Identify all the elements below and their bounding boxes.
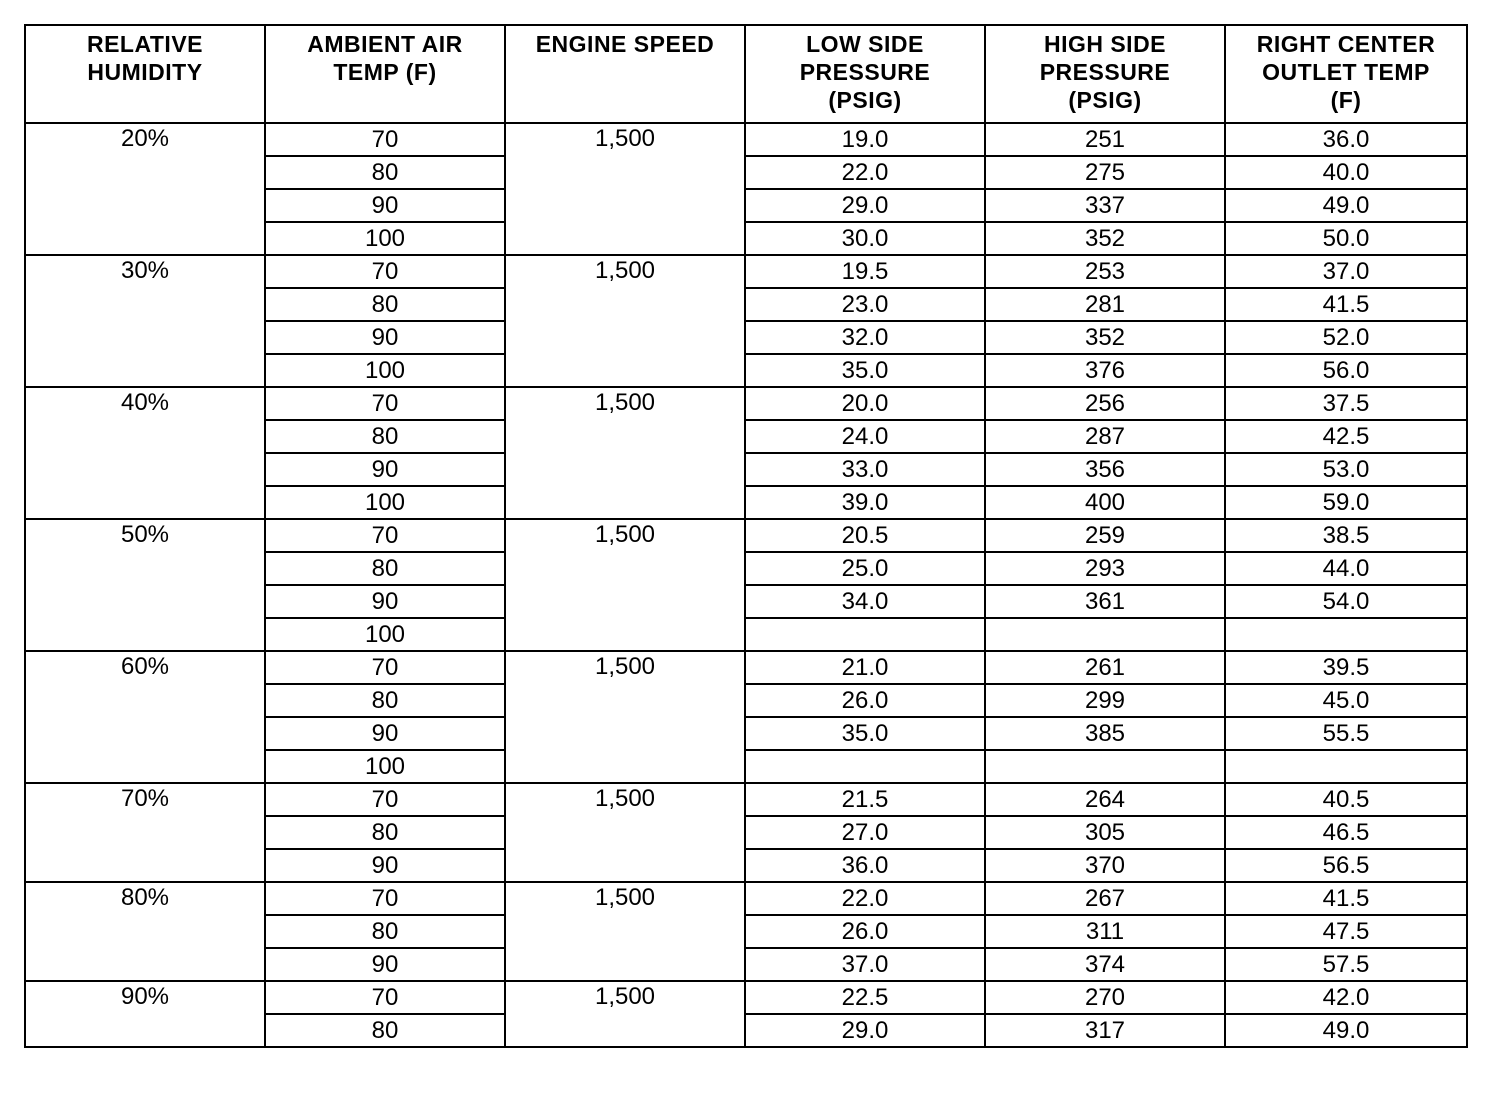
outlet-temp-cell: 40.5 [1225, 783, 1467, 816]
low-side-pressure-cell: 35.0 [745, 354, 985, 387]
high-side-pressure-cell [985, 750, 1225, 783]
low-side-pressure-cell: 36.0 [745, 849, 985, 882]
low-side-pressure-cell: 39.0 [745, 486, 985, 519]
outlet-temp-cell: 47.5 [1225, 915, 1467, 948]
outlet-temp-cell: 42.5 [1225, 420, 1467, 453]
outlet-temp-cell [1225, 750, 1467, 783]
ambient-temp-cell: 70 [265, 387, 505, 420]
high-side-pressure-cell: 370 [985, 849, 1225, 882]
ambient-temp-cell: 70 [265, 123, 505, 156]
low-side-pressure-cell: 20.5 [745, 519, 985, 552]
ambient-temp-cell: 70 [265, 783, 505, 816]
low-side-pressure-cell: 24.0 [745, 420, 985, 453]
header-line: OUTLET TEMP [1262, 59, 1430, 85]
high-side-pressure-cell: 259 [985, 519, 1225, 552]
header-line: RIGHT CENTER [1256, 31, 1436, 57]
high-side-pressure-cell: 352 [985, 321, 1225, 354]
header-right-center-outlet-temp [1225, 25, 1467, 123]
outlet-temp-cell: 37.0 [1225, 255, 1467, 288]
low-side-pressure-cell: 22.0 [745, 882, 985, 915]
header-line: AMBIENT AIR [307, 31, 463, 57]
low-side-pressure-cell: 19.0 [745, 123, 985, 156]
low-side-pressure-cell: 25.0 [745, 552, 985, 585]
high-side-pressure-cell: 264 [985, 783, 1225, 816]
header-line: HUMIDITY [87, 59, 203, 85]
table-row [25, 981, 1467, 1014]
outlet-temp-cell: 36.0 [1225, 123, 1467, 156]
table-header [25, 25, 1467, 123]
outlet-temp-cell: 46.5 [1225, 816, 1467, 849]
high-side-pressure-cell: 256 [985, 387, 1225, 420]
header-high-side-pressure [985, 25, 1225, 123]
low-side-pressure-cell: 29.0 [745, 189, 985, 222]
table-row [25, 651, 1467, 684]
ambient-temp-cell: 90 [265, 948, 505, 981]
ambient-temp-cell: 100 [265, 750, 505, 783]
low-side-pressure-cell: 33.0 [745, 453, 985, 486]
ambient-temp-cell: 70 [265, 651, 505, 684]
outlet-temp-cell: 39.5 [1225, 651, 1467, 684]
outlet-temp-cell: 42.0 [1225, 981, 1467, 1014]
ambient-temp-cell: 90 [265, 453, 505, 486]
ambient-temp-cell: 100 [265, 354, 505, 387]
ambient-temp-cell: 80 [265, 1014, 505, 1047]
humidity-cell: 30% [25, 255, 265, 387]
high-side-pressure-cell: 400 [985, 486, 1225, 519]
humidity-cell: 40% [25, 387, 265, 519]
header-line: PRESSURE [1039, 59, 1171, 85]
header-line: LOW SIDE [806, 31, 924, 57]
low-side-pressure-cell: 27.0 [745, 816, 985, 849]
header-line: (F) [1330, 87, 1362, 113]
ambient-temp-cell: 100 [265, 486, 505, 519]
high-side-pressure-cell: 311 [985, 915, 1225, 948]
low-side-pressure-cell [745, 618, 985, 651]
low-side-pressure-cell [745, 750, 985, 783]
engine-speed-cell: 1,500 [505, 783, 745, 882]
engine-speed-cell: 1,500 [505, 981, 745, 1047]
high-side-pressure-cell: 287 [985, 420, 1225, 453]
outlet-temp-cell: 45.0 [1225, 684, 1467, 717]
table-row [25, 882, 1467, 915]
outlet-temp-cell: 53.0 [1225, 453, 1467, 486]
low-side-pressure-cell: 26.0 [745, 915, 985, 948]
high-side-pressure-cell: 376 [985, 354, 1225, 387]
outlet-temp-cell: 49.0 [1225, 189, 1467, 222]
high-side-pressure-cell: 337 [985, 189, 1225, 222]
outlet-temp-cell: 50.0 [1225, 222, 1467, 255]
engine-speed-cell: 1,500 [505, 519, 745, 651]
engine-speed-cell: 1,500 [505, 255, 745, 387]
table-row [25, 783, 1467, 816]
outlet-temp-cell: 41.5 [1225, 288, 1467, 321]
table-body [25, 123, 1467, 1047]
engine-speed-cell: 1,500 [505, 882, 745, 981]
outlet-temp-cell: 52.0 [1225, 321, 1467, 354]
low-side-pressure-cell: 37.0 [745, 948, 985, 981]
header-line: HIGH SIDE [1043, 31, 1167, 57]
high-side-pressure-cell: 305 [985, 816, 1225, 849]
engine-speed-cell: 1,500 [505, 123, 745, 255]
ambient-temp-cell: 80 [265, 915, 505, 948]
outlet-temp-cell: 40.0 [1225, 156, 1467, 189]
low-side-pressure-cell: 21.0 [745, 651, 985, 684]
ac-performance-table [24, 24, 1468, 1048]
outlet-temp-cell: 38.5 [1225, 519, 1467, 552]
table-row [25, 123, 1467, 156]
engine-speed-cell: 1,500 [505, 387, 745, 519]
low-side-pressure-cell: 26.0 [745, 684, 985, 717]
header-line: (PSIG) [1068, 87, 1142, 113]
humidity-cell: 50% [25, 519, 265, 651]
ambient-temp-cell: 90 [265, 585, 505, 618]
ambient-temp-cell: 90 [265, 321, 505, 354]
outlet-temp-cell: 56.0 [1225, 354, 1467, 387]
table-row [25, 255, 1467, 288]
low-side-pressure-cell: 23.0 [745, 288, 985, 321]
ambient-temp-cell: 90 [265, 189, 505, 222]
ambient-temp-cell: 70 [265, 255, 505, 288]
low-side-pressure-cell: 30.0 [745, 222, 985, 255]
header-row [25, 25, 1467, 123]
high-side-pressure-cell: 261 [985, 651, 1225, 684]
ambient-temp-cell: 70 [265, 519, 505, 552]
outlet-temp-cell: 56.5 [1225, 849, 1467, 882]
low-side-pressure-cell: 35.0 [745, 717, 985, 750]
ambient-temp-cell: 70 [265, 882, 505, 915]
outlet-temp-cell: 55.5 [1225, 717, 1467, 750]
high-side-pressure-cell: 267 [985, 882, 1225, 915]
ambient-temp-cell: 70 [265, 981, 505, 1014]
header-low-side-pressure [745, 25, 985, 123]
low-side-pressure-cell: 34.0 [745, 585, 985, 618]
outlet-temp-cell: 54.0 [1225, 585, 1467, 618]
high-side-pressure-cell [985, 618, 1225, 651]
ambient-temp-cell: 80 [265, 156, 505, 189]
ambient-temp-cell: 100 [265, 618, 505, 651]
ambient-temp-cell: 80 [265, 420, 505, 453]
high-side-pressure-cell: 356 [985, 453, 1225, 486]
table-row [25, 387, 1467, 420]
ambient-temp-cell: 90 [265, 849, 505, 882]
high-side-pressure-cell: 374 [985, 948, 1225, 981]
header-line: PRESSURE [799, 59, 931, 85]
header-line: ENGINE SPEED [535, 31, 715, 57]
outlet-temp-cell: 37.5 [1225, 387, 1467, 420]
header-line: RELATIVE [86, 31, 204, 57]
low-side-pressure-cell: 20.0 [745, 387, 985, 420]
high-side-pressure-cell: 270 [985, 981, 1225, 1014]
high-side-pressure-cell: 253 [985, 255, 1225, 288]
high-side-pressure-cell: 251 [985, 123, 1225, 156]
ambient-temp-cell: 90 [265, 717, 505, 750]
humidity-cell: 70% [25, 783, 265, 882]
low-side-pressure-cell: 19.5 [745, 255, 985, 288]
ambient-temp-cell: 80 [265, 552, 505, 585]
header-engine-speed [505, 25, 745, 123]
header-line: (PSIG) [828, 87, 902, 113]
outlet-temp-cell: 49.0 [1225, 1014, 1467, 1047]
low-side-pressure-cell: 29.0 [745, 1014, 985, 1047]
ambient-temp-cell: 100 [265, 222, 505, 255]
outlet-temp-cell [1225, 618, 1467, 651]
header-line: TEMP (F) [333, 59, 437, 85]
ambient-temp-cell: 80 [265, 684, 505, 717]
table-row [25, 519, 1467, 552]
high-side-pressure-cell: 385 [985, 717, 1225, 750]
low-side-pressure-cell: 32.0 [745, 321, 985, 354]
outlet-temp-cell: 57.5 [1225, 948, 1467, 981]
outlet-temp-cell: 44.0 [1225, 552, 1467, 585]
humidity-cell: 80% [25, 882, 265, 981]
ambient-temp-cell: 80 [265, 816, 505, 849]
engine-speed-cell: 1,500 [505, 651, 745, 783]
outlet-temp-cell: 41.5 [1225, 882, 1467, 915]
low-side-pressure-cell: 22.5 [745, 981, 985, 1014]
high-side-pressure-cell: 352 [985, 222, 1225, 255]
high-side-pressure-cell: 299 [985, 684, 1225, 717]
low-side-pressure-cell: 21.5 [745, 783, 985, 816]
high-side-pressure-cell: 317 [985, 1014, 1225, 1047]
high-side-pressure-cell: 293 [985, 552, 1225, 585]
humidity-cell: 60% [25, 651, 265, 783]
header-relative-humidity [25, 25, 265, 123]
outlet-temp-cell: 59.0 [1225, 486, 1467, 519]
high-side-pressure-cell: 361 [985, 585, 1225, 618]
ambient-temp-cell: 80 [265, 288, 505, 321]
low-side-pressure-cell: 22.0 [745, 156, 985, 189]
high-side-pressure-cell: 281 [985, 288, 1225, 321]
high-side-pressure-cell: 275 [985, 156, 1225, 189]
humidity-cell: 20% [25, 123, 265, 255]
header-ambient-air-temp [265, 25, 505, 123]
humidity-cell: 90% [25, 981, 265, 1047]
